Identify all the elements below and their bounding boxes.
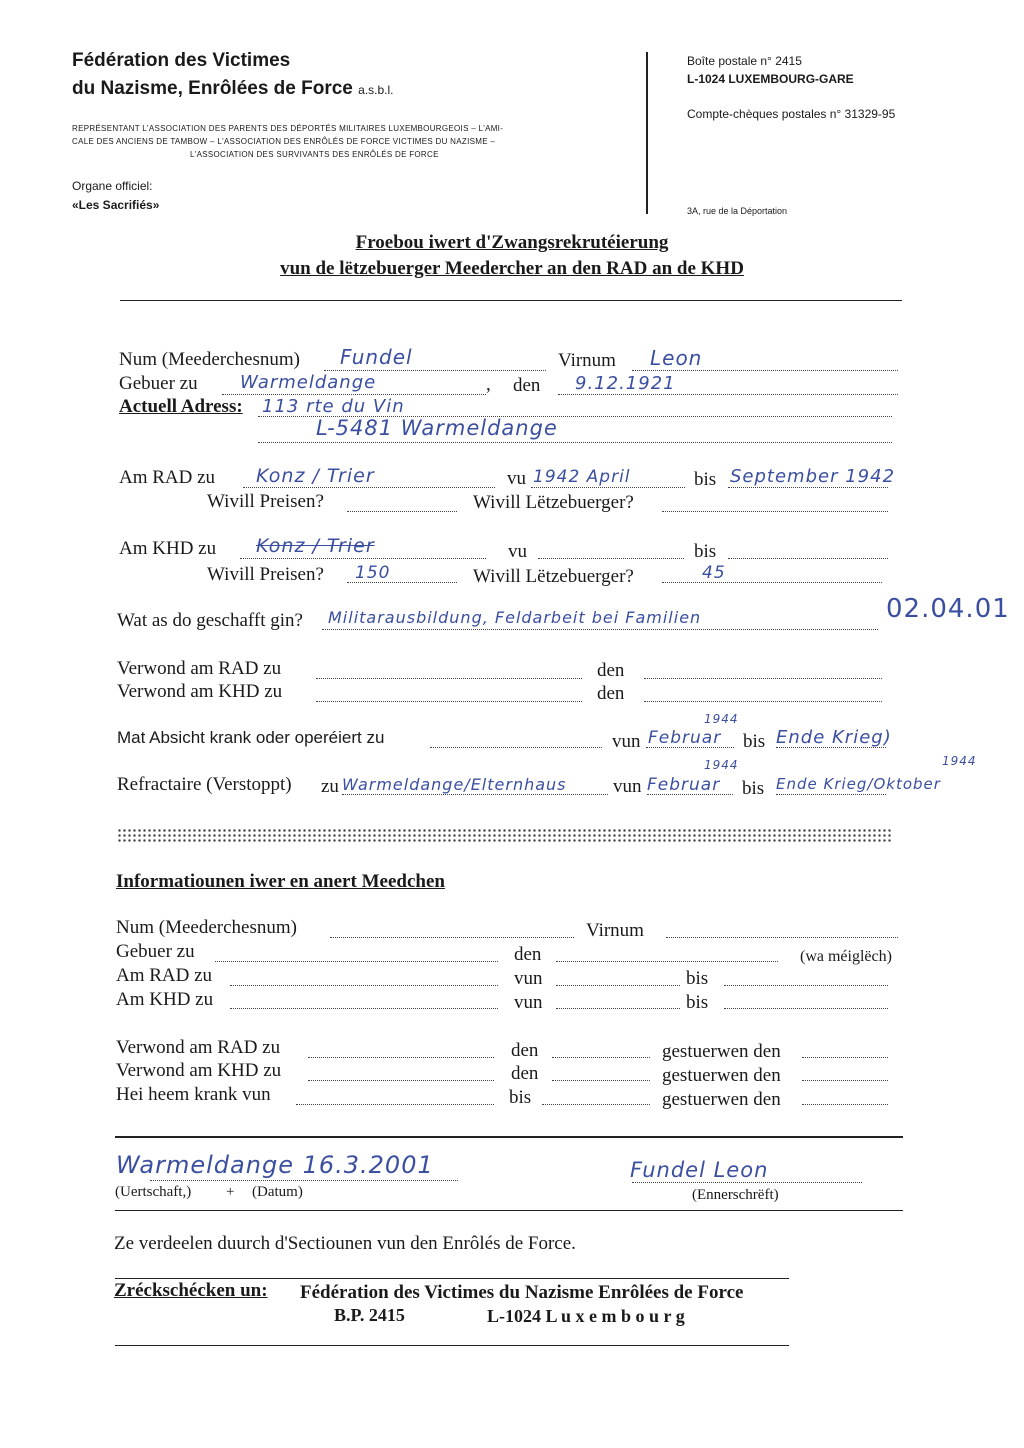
other-rad-bis-label: bis	[686, 968, 709, 989]
refractaire-place-line	[342, 794, 608, 795]
khd-prussian-label: Wivill Preisen?	[207, 564, 324, 585]
work-value[interactable]: Militarausbildung, Feldarbeit bei Familien	[328, 608, 702, 627]
return-city: L-1024 L u x e m b o u r g	[487, 1306, 685, 1326]
other-wounded-rad-died-label: gestuerwen den	[662, 1041, 781, 1062]
other-rad-vun-line	[556, 985, 680, 986]
postbox: Boîte postale n° 2415	[687, 54, 802, 68]
address-line2-value[interactable]: L-5481 Warmeldange	[316, 416, 558, 440]
wounded-khd-line	[316, 701, 582, 702]
other-firstname-label: Virnum	[586, 920, 644, 941]
rad-place-line	[243, 487, 495, 488]
birth-date-line	[558, 394, 898, 395]
other-birth-label: Gebuer zu	[116, 941, 195, 962]
other-wounded-rad-died-line	[802, 1057, 888, 1058]
signature-top-rule	[115, 1136, 903, 1138]
sick-place-line	[430, 747, 602, 748]
other-sick-died-line	[802, 1104, 888, 1105]
name-field-line	[324, 370, 546, 371]
refractaire-from-label: vun	[613, 776, 642, 797]
khd-label: Am KHD zu	[119, 538, 217, 559]
other-firstname-line	[666, 937, 898, 938]
rad-to-label: bis	[694, 469, 717, 490]
organ-label: Organe officiel:	[72, 179, 153, 193]
birth-place-value[interactable]: Warmeldange	[240, 372, 377, 393]
return-label: Zréckschécken un:	[114, 1280, 268, 1301]
plus-sign: +	[226, 1184, 235, 1200]
refractaire-to-label: bis	[742, 778, 765, 799]
sick-from-year[interactable]: 1944	[704, 712, 739, 726]
wounded-rad-den-line	[644, 678, 882, 679]
khd-lux-line	[662, 582, 882, 583]
other-wounded-khd-line	[308, 1080, 494, 1081]
other-rad-label: Am RAD zu	[116, 965, 213, 986]
other-wounded-khd-died-label: gestuerwen den	[662, 1065, 781, 1086]
khd-to-label: bis	[694, 541, 717, 562]
khd-lux-value[interactable]: 45	[702, 563, 726, 583]
khd-place-value[interactable]: Konz / Trier	[256, 535, 375, 557]
work-label: Wat as do geschafft gin?	[117, 610, 303, 631]
cheque-account: Compte-chèques postales n° 31329-95	[687, 107, 896, 121]
rad-from-value[interactable]: 1942 April	[533, 467, 631, 487]
sick-from-label: vun	[612, 731, 641, 752]
other-wounded-khd-den-line	[552, 1080, 650, 1081]
khd-to-line	[728, 558, 888, 559]
rad-label: Am RAD zu	[119, 467, 216, 488]
other-khd-bis-line	[724, 1008, 888, 1009]
name-label: Num (Meederchesnum)	[119, 349, 300, 370]
other-rad-vun-label: vun	[514, 968, 543, 989]
name-value[interactable]: Fundel	[340, 345, 413, 369]
refractaire-from-value[interactable]: Februar	[647, 775, 721, 795]
return-org: Fédération des Victimes du Nazisme Enrôlées de Force	[300, 1282, 744, 1303]
other-birth-den-line	[556, 961, 778, 962]
sick-from-value[interactable]: Februar	[648, 728, 722, 748]
khd-place-line	[240, 558, 486, 559]
other-wounded-khd-label: Verwond am KHD zu	[116, 1060, 282, 1081]
rad-prussian-line	[347, 511, 457, 512]
other-wounded-rad-label: Verwond am RAD zu	[116, 1037, 281, 1058]
other-khd-line	[230, 1008, 498, 1009]
other-name-line	[330, 937, 574, 938]
form-title-line2: vun de lëtzebuerger Meedercher an den RAD an de KHD	[280, 258, 744, 279]
other-wounded-khd-died-line	[802, 1080, 888, 1081]
signature-line	[632, 1182, 862, 1183]
sick-label: Mat Absicht krank oder operéiert zu	[117, 728, 385, 747]
birth-place-line	[222, 394, 486, 395]
refractaire-zu-label: zu	[321, 776, 339, 797]
place-caption: (Uertschaft,)	[115, 1184, 192, 1200]
firstname-value[interactable]: Leon	[650, 346, 703, 370]
street-address: 3A, rue de la Déportation	[687, 206, 788, 216]
other-wounded-rad-den-line	[552, 1057, 650, 1058]
represent-line2: CALE DES ANCIENS DE TAMBOW – L'ASSOCIATION DES ENRÔLÉS DE FORCE VICTIMES DU NAZISME –	[72, 137, 496, 146]
refractaire-from-year[interactable]: 1944	[704, 758, 739, 772]
other-khd-bis-label: bis	[686, 992, 709, 1013]
other-rad-line	[230, 985, 498, 986]
other-wounded-rad-line	[308, 1057, 494, 1058]
rad-place-value[interactable]: Konz / Trier	[256, 465, 375, 487]
wounded-rad-line	[316, 678, 582, 679]
work-line	[322, 629, 878, 630]
sick-to-value[interactable]: Ende Krieg)	[776, 727, 892, 748]
birth-label: Gebuer zu	[119, 373, 198, 394]
footer-bottom-rule	[115, 1345, 789, 1346]
birth-comma: ,	[486, 374, 491, 395]
other-sick-label: Hei heem krank vun	[116, 1084, 271, 1105]
represent-line3: L'ASSOCIATION DES SURVIVANTS DES ENRÔLÉS DE FORCE	[190, 150, 439, 159]
place-date-value[interactable]: Warmeldange 16.3.2001	[116, 1151, 434, 1179]
date-stamp: 02.04.01	[886, 594, 1010, 624]
refractaire-to-year[interactable]: 1944	[942, 754, 977, 768]
birth-date-value[interactable]: 9.12.1921	[575, 373, 676, 394]
wounded-khd-label: Verwond am KHD zu	[117, 681, 283, 702]
address-label: Actuell Adress:	[119, 396, 243, 417]
khd-lux-label: Wivill Lëtzebuerger?	[473, 566, 634, 587]
refractaire-label: Refractaire (Verstoppt)	[117, 774, 292, 795]
org-name-line1: Fédération des Victimes	[72, 50, 291, 71]
header-divider	[646, 52, 648, 214]
firstname-field-line	[632, 370, 898, 371]
khd-prussian-value[interactable]: 150	[355, 563, 391, 583]
other-birth-line	[215, 961, 498, 962]
footer-top-rule	[115, 1278, 789, 1279]
other-khd-label: Am KHD zu	[116, 989, 214, 1010]
wounded-rad-label: Verwond am RAD zu	[117, 658, 282, 679]
other-khd-vun-label: vun	[514, 992, 543, 1013]
other-sick-died-label: gestuerwen den	[662, 1089, 781, 1110]
other-birth-den-label: den	[514, 944, 542, 965]
sick-to-label: bis	[743, 731, 766, 752]
postcode: L-1024 LUXEMBOURG-GARE	[687, 72, 854, 86]
organ-name: «Les Sacrifiés»	[72, 198, 160, 212]
other-wounded-rad-den-label: den	[511, 1040, 539, 1061]
address-line1-value[interactable]: 113 rte du Vin	[262, 396, 405, 417]
rad-to-value[interactable]: September 1942	[730, 466, 896, 487]
firstname-label: Virnum	[558, 350, 616, 371]
rad-from-line	[531, 487, 685, 488]
other-khd-vun-line	[556, 1008, 680, 1009]
signature-caption: (Ennerschrëft)	[692, 1187, 779, 1203]
date-caption: (Datum)	[252, 1184, 303, 1200]
org-name-text: du Nazisme, Enrôlées de Force	[72, 78, 353, 99]
wounded-khd-den-label: den	[597, 683, 625, 704]
other-sick-bis-line	[542, 1104, 650, 1105]
rad-lux-label: Wivill Lëtzebuerger?	[473, 492, 634, 513]
rad-to-line	[728, 487, 888, 488]
khd-from-label: vu	[508, 541, 527, 562]
org-suffix: a.s.b.l.	[358, 83, 394, 97]
other-sick-line	[296, 1104, 494, 1105]
colon-separator	[117, 828, 893, 842]
address-line2	[258, 442, 892, 443]
refractaire-place-value[interactable]: Warmeldange/Elternhaus	[342, 775, 567, 794]
rad-prussian-label: Wivill Preisen?	[207, 491, 324, 512]
signature-value[interactable]: Fundel Leon	[630, 1158, 769, 1182]
distribute-note: Ze verdeelen duurch d'Sectiounen vun den Enrôlés de Force.	[114, 1233, 576, 1254]
rad-lux-line	[662, 511, 888, 512]
refractaire-to-value[interactable]: Ende Krieg/Oktober	[776, 775, 941, 793]
represent-line1: REPRÉSENTANT L'ASSOCIATION DES PARENTS DES DÉPORTÉS MILITAIRES LUXEMBOURGEOIS – L'AMI-	[72, 124, 504, 133]
title-rule	[120, 300, 902, 301]
other-wounded-khd-den-label: den	[511, 1063, 539, 1084]
birth-den-label: den	[513, 375, 541, 396]
signature-bottom-rule	[115, 1210, 903, 1211]
khd-from-line	[538, 558, 684, 559]
wounded-rad-den-label: den	[597, 660, 625, 681]
other-title: Informatiounen iwer en anert Meedchen	[116, 871, 445, 892]
org-name-line2	[72, 78, 394, 100]
wounded-khd-den-line	[644, 701, 882, 702]
place-date-line	[150, 1180, 458, 1181]
return-bp: B.P. 2415	[334, 1305, 405, 1325]
other-rad-bis-line	[724, 985, 888, 986]
other-sick-bis-label: bis	[509, 1087, 532, 1108]
rad-from-label: vu	[507, 468, 526, 489]
other-if-possible: (wa méiglëch)	[800, 948, 892, 965]
refractaire-to-line	[776, 794, 886, 795]
other-name-label: Num (Meederchesnum)	[116, 917, 297, 938]
form-title-line1: Froebou iwert d'Zwangsrekrutéierung	[355, 232, 669, 253]
